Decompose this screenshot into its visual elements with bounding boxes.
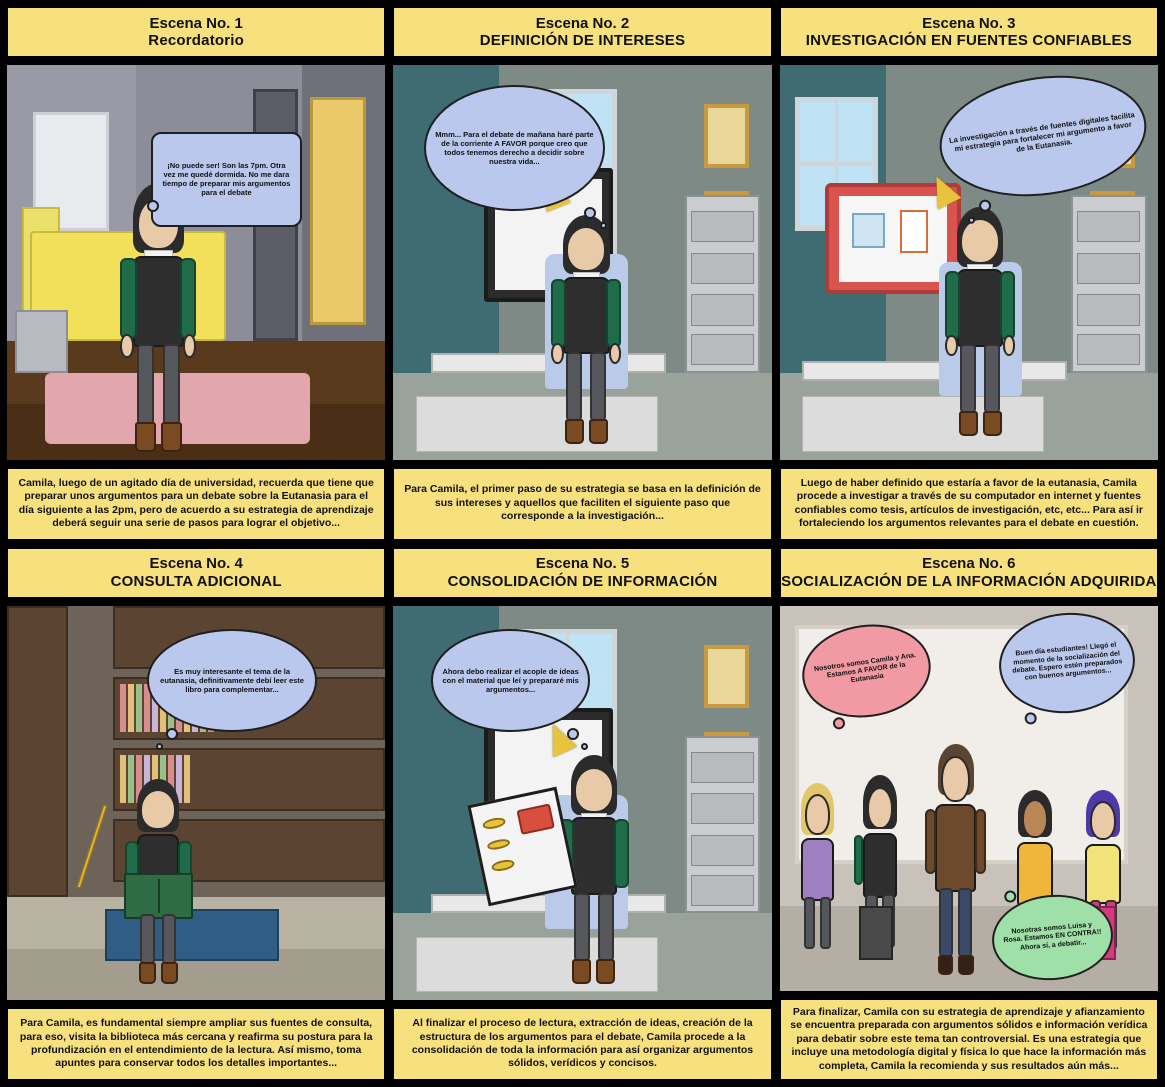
panel-2-caption-box [392,467,772,541]
panel-5-caption-box [392,1007,772,1081]
student-camila-torso [863,833,897,899]
storyboard-panel-1 [6,6,386,541]
storyboard-panel-2 [392,6,772,541]
character-hand-right [183,334,197,358]
character-arm-right [606,279,621,348]
speech-bubble-6-3-text: Nosotras somos Luisa y Rosa. Estamos EN CONTRA!! Ahora sí, a debatir... [1002,920,1102,951]
storyboard-panel-3 [779,6,1159,541]
character-leg-right [162,914,176,963]
panel-1-artwork [6,64,386,461]
stool-left [859,906,893,960]
character-leg-left [566,352,582,421]
panel-6-scene-number: Escena No. 6 [922,555,1016,573]
bookshelf-left [7,606,68,898]
speech-bubble-6-2-text: Buen día estudiantes! Llegó el momento de la socialización del debate. Espero estén preparados con buenos argumentos... [1012,642,1123,683]
panel-2-caption: Para Camila, el primer paso de su estrategia se basa en la definición de sus intereses y aquellos que faciliten el siguiente paso que corresponde a la investigación... [404,483,761,523]
panel-1-caption-box [6,467,386,541]
panel-2-scene-number: Escena No. 2 [535,14,630,32]
open-book [124,873,194,918]
character-camila [545,215,628,444]
character-leg-right [590,352,606,421]
storyboard-panel-5 [392,547,772,1082]
teacher-arm-left [925,809,937,874]
character-leg-left [960,344,976,413]
student-blonde [791,783,844,968]
teacher-shoe-left [938,955,953,976]
student-blonde-leg-right [820,897,832,949]
panel-2-scene-title: DEFINICIÓN DE INTERESES [479,32,686,49]
panel-6-artwork [779,605,1159,992]
student-rosa-torso [1085,844,1121,904]
character-hand-left [120,334,134,358]
student-camila-head [867,787,893,829]
character-leg-right [984,344,1000,413]
panel-1-title-box [6,6,386,58]
character-shoe-right [589,419,608,444]
student-camila-arm [854,835,863,885]
character-arm-left [945,271,960,340]
character-torso [133,256,184,347]
character-shoe-left [139,962,156,985]
character-arm-right [1000,271,1015,340]
panel-3-title-box [779,6,1159,58]
wall-frame-top [704,645,749,708]
character-head [140,789,176,830]
character-shoe-right [596,959,615,984]
speech-bubble-2-1-text: Mmm... Para el debate de mañana haré parte de la corriente A FAVOR porque creo que todos tenemos derecho a decidir sobre nuestra vida... [435,129,594,166]
file-cabinet [685,195,761,373]
character-hand-right [609,343,621,364]
teacher-head [941,756,969,802]
character-hand-left [551,343,563,364]
panel-3-caption-box [779,467,1159,541]
speech-bubble-6-1-text: Nosotros somos Camila y Ana. Estamos A FAVOR de la Eutanasia [813,651,917,685]
speech-bubble-1-1-text: ¡No puede ser! Son las 7pm. Otra vez me quedé dormida. No me dara tiempo de preparar mis argumentos para el debate [162,161,291,198]
teacher [923,744,987,975]
storyboard-panel-6 [779,547,1159,1082]
storyboard-panel-4 [6,547,386,1082]
character-torso [571,817,618,895]
character-arm-left [551,279,566,348]
character-hand-left [945,335,957,356]
closet [310,97,367,326]
speech-bubble-5-1 [431,629,590,732]
student-rosa-head [1090,801,1116,840]
panel-5-scene-title: CONSOLIDACIÓN DE INFORMACIÓN [447,572,718,590]
character-head [574,767,614,813]
student-blonde-head [805,794,830,835]
character-shoe-right [161,962,178,985]
character-shoe-left [572,959,591,984]
file-cabinet [685,736,761,914]
character-camila [939,207,1022,436]
character-arm-right [180,258,196,338]
character-camila-reading [120,779,196,984]
panel-5-title-box [392,547,772,599]
panel-4-caption: Para Camila, es fundamental siempre ampliar sus fuentes de consulta, para eso, visita la biblioteca más cercana y reafirma su postura para la profundización en el entendimiento de la lectura. Así mismo, toma apuntes para conservar todos los detalles importantes... [19,1017,373,1070]
character-shoe-left [959,411,978,436]
panel-2-artwork [392,64,772,461]
teacher-leg-left [939,888,953,957]
character-shoe-right [161,422,182,452]
character-leg-left [137,344,154,424]
panel-5-scene-number: Escena No. 5 [535,555,630,573]
panel-1-scene-number: Escena No. 1 [149,14,243,32]
character-torso [563,277,610,355]
student-blonde-torso [801,838,835,901]
teacher-arm-right [975,809,987,874]
speech-bubble-2-1 [424,85,606,211]
character-torso [957,269,1004,347]
character-shoe-right [983,411,1002,436]
speech-bubble-5-1-text: Ahora debo realizar el acople de ideas con el material que leí y prepararé mis argumentos... [442,666,579,694]
panel-5-caption: Al finalizar el proceso de lectura, extracción de ideas, creación de la estructura de los argumentos para el debate, Camila procede a la consolidación de toda la información para así organizar argumentos sólidos, verídicos y concisos. [411,1017,754,1070]
panel-3-caption: Luego de haber definido que estaría a favor de la eutanasia, Camila procede a investigar a través de su computador en internet y fuentes confiables como tesis, artículos de investigación, etc, etc... Para así ir fortaleciendo los argumentos relevantes para el debate en cuestión. [794,476,1144,529]
panel-6-title-box [779,547,1159,599]
speech-bubble-4-1 [147,629,317,732]
panel-4-scene-title: CONSULTA ADICIONAL [110,572,282,590]
teacher-shoe-right [958,955,973,976]
panel-4-artwork [6,605,386,1002]
character-leg-right [163,344,180,424]
character-leg-left [574,893,590,962]
panel-4-caption-box [6,1007,386,1081]
character-shoe-left [135,422,156,452]
panel-3-scene-title: INVESTIGACIÓN EN FUENTES CONFIABLES [805,32,1132,49]
panel-3-scene-number: Escena No. 3 [922,14,1016,32]
file-cabinet [1071,195,1147,373]
panel-6-scene-title: SOCIALIZACIÓN DE LA INFORMACIÓN ADQUIRIDA [781,572,1157,590]
speech-bubble-3-1-text: La investigación a través de fuentes digitales facilita mi estrategia para fortalecer mi argumento a favor de la Eutanasia. [948,109,1135,154]
panel-1-caption: Camila, luego de un agitado día de universidad, recuerda que tiene que preparar unos argumentos para un debate sobre la Eutanasia para el día siguiente a las 2pm, pero de acuerdo a su estrategia de aprendizaje deberá seguir una serie de pasos para lograr el objetivo... [18,476,374,529]
desk [802,361,1067,381]
panel-6-caption-box [779,998,1159,1081]
panel-4-title-box [6,547,386,599]
student-luisa-head [1022,799,1048,838]
nightstand [15,310,68,373]
panel-1-scene-title: Recordatorio [148,32,245,49]
character-arm-right [614,819,629,888]
character-leg-right [598,893,614,962]
character-head [960,218,1000,264]
teacher-torso [935,804,976,892]
teacher-leg-right [958,888,972,957]
character-shoe-left [565,419,584,444]
panel-4-scene-number: Escena No. 4 [149,555,243,573]
panel-5-artwork [392,605,772,1002]
panel-3-artwork [779,64,1159,461]
character-head [566,226,606,272]
wall-frame-top [704,104,749,167]
character-leg-left [140,914,154,963]
panel-2-title-box [392,6,772,58]
panel-6-caption: Para finalizar, Camila con su estrategia de aprendizaje y afianzamiento se encuentra preparada con argumentos sólidos e información verídica para debatir sobre este tema tan controversial. Es una estrategia que incluye una metodología digital y física lo que hace la información más completa, Camila la recomienda y sus resultados aún más... [790,1005,1148,1072]
character-arm-left [120,258,136,338]
student-blonde-leg-left [804,897,816,949]
speech-bubble-4-1-text: Es muy interesante el tema de la eutanasia, definitivamente debí leer este libro para complementar... [160,666,304,694]
character-hand-right [1003,335,1015,356]
speech-bubble-1-1 [151,132,302,227]
